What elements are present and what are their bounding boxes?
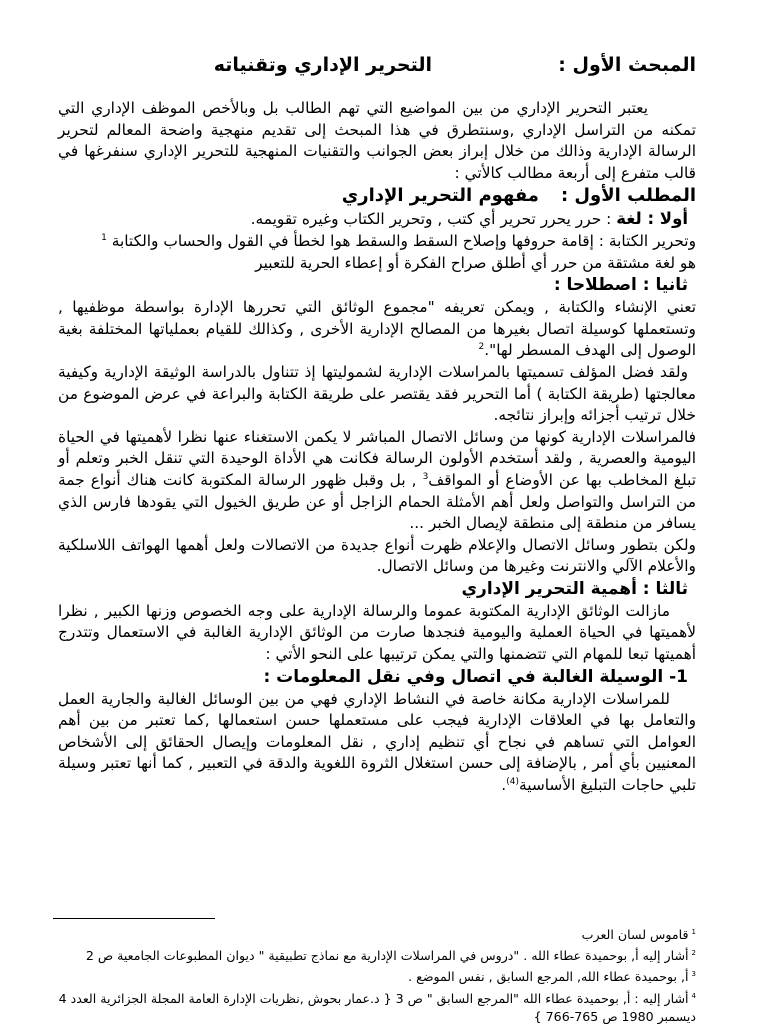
lugha-heading: أولا : لغة [616, 209, 688, 229]
lugha-paragraph [58, 208, 696, 231]
subsection-paragraph-1: للمراسلات الإدارية مكانة خاصة في النشاط الإداري فهي من بين الوسائل الغالبة والجارية العمل والتعامل بها في العلاقات الإدارية فيجب على مستعملها حسن استعمالها ,كما تعتبر من بين أهم العوامل التي تساهم في نجاح أي تنظيم إداري , نقل المعلومات وإيصال الحقائق إلى الأشخاص المعنيين بأي أمر , بالإضافة إلى حسن استغلال الثروة اللغوية والدقة في التعبير , كما أنها تعتبر وسيلة تلبي حاجات التبليغ الأساسية$^{(4)}$. [58, 689, 696, 795]
istilahan-heading: ثانيا : اصطلاحا : [553, 275, 688, 296]
istilahan-p2: ولقد فضل المؤلف تسميتها بالمراسلات الإدارية لشموليتها إذ تتناول بالدراسة الوثيقة الإدارية وكيفية معالجتها (طريقة الكتابة ) أما التحرير فقد يقتصر على طريقة الكتابة والبراعة في عرض الموضوع من خلال ترتيب أجزائه وإبراز نتائجه. [58, 362, 696, 425]
lugha-line3: هو لغة مشتقة من حرر أي أطلق صراح الفكرة أو إعطاء الحرية للتعبير [255, 253, 696, 272]
lugha-line2: وتحرير الكتابة : إقامة حروفها وإصلاح السقط والسقط هوا لخطأ في القول والحساب والكتابة $^1$ [101, 231, 696, 250]
istilahan-p1: تعني الإنشاء والكتابة , ويمكن تعريفه "مجموع الوثائق التي تحررها الإدارة بواسطة موظفيها , وتستعملها كوسيلة اتصال بغيرها من المصالح الإدارية الأخرى , وكذالك للقيام بعملياتها المختلفة بغية الوصول إلى الهدف المسطر لها".$^2$ [58, 298, 696, 360]
chapter-label: المبحث الأول : [558, 54, 696, 76]
intro-paragraph: يعتبر التحرير الإداري من بين المواضيع التي تهم الطالب بل وبالأخص الموظف الإداري التي تمكنه من التراسل الإداري ,وسنتطرق في هذا المبحث إلى تقديم منهجية واضحة المعالم لتحرير الرسالة الإدارية وذالك من خلال إبراز بعض الجوانب والتقنيات المنهجية للتحرير الإداري سنفرغها في قالب متفرع إلى أربعة مطالب كالأتي : [58, 99, 696, 182]
footnote-4: $^4$أشار إليه : أ, بوحميدة عطاء الله "المرجع السابق " ص 3 { د.عمار بحوش ,نظريات الإدارة العامة المجلة الجزائرية العدد 4 ديسمبر 1980 ص 765-766 } [58, 990, 696, 1024]
section-heading-concept [58, 184, 696, 208]
section-title: مفهوم التحرير الإداري [341, 185, 539, 207]
section-label: المطلب الأول : [560, 185, 696, 207]
istilahan-p3: فالمراسلات الإدارية كونها من وسائل الاتصال المباشر لا يكمن الاستغناء عنها نظرا لأهميتها في الحياة اليومية والعصرية , ولقد أستخدم الأولون الرسالة فكانت هي الأداة الوحيدة التي تنقل الخبر وتعلم أو تبلغ المخاطب بها عن الأوضاع أو المواقف$^3$ , بل وقبل ظهور الرسالة المكتوبة كانت هناك أنواع جمة من التراسل والتواصل ولعل أهم الأمثلة الحمام الزاجل أو عن طريق الخيول التي يقودها فارس الذي يسافر من منطقة إلى منطقة لإيصال الخبر ... [58, 427, 696, 533]
importance-paragraph: مازالت الوثائق الإدارية المكتوبة عموما والرسالة الإدارية على وجه الخصوص وزنها الكبير , نظرا لأهميتها في الحياة العملية واليومية فنجدها صارت من الوثائق الإدارية الغالبة في الاستعمال وتتدرج أهميتها تبعا للمهام التي تتضمنها والتي يمكن ترتيبها على النحو الأتي : [58, 601, 696, 664]
footnotes [58, 923, 696, 1024]
footnote-1: $^1$قاموس لسان العرب [581, 927, 696, 943]
document-body [58, 98, 696, 797]
footnote-separator [53, 918, 215, 919]
lugha-text: : حرر يحرر تحرير أي كتب , وتحرير الكتاب وغيره تقويمه. [250, 210, 612, 229]
footnote-ref-1: 1 [101, 232, 107, 243]
footnote-3: $^3$أ, بوحميدة عطاء الله, المرجع السابق , نفس الموضع . [408, 969, 696, 985]
footnote-ref-3: 3 [422, 471, 429, 482]
istilahan-p4: ولكن بتطور وسائل الاتصال والإعلام ظهرت أنواع جديدة من الاتصالات ولعل أهمها الهواتف اللاسلكية والأعلام الآلي والانترنت وغيرها من وسائل الاتصال. [58, 535, 696, 576]
chapter-title [60, 54, 696, 84]
footnote-ref-4: (4) [506, 776, 519, 787]
footnote-ref-2: 2 [478, 342, 485, 353]
importance-heading: ثالثا : أهمية التحرير الإداري [461, 578, 688, 599]
footnote-2: $^2$أشار إليه أ, بوحميدة عطاء الله . "دروس في المراسلات الإدارية مع نماذج تطبيقية " ديوان المطبوعات الجامعية ص 2 [85, 948, 696, 964]
subsection-heading-1: 1- الوسيلة الغالبة في اتصال وفي نقل المعلومات : [263, 666, 688, 687]
chapter-heading: التحرير الإداري وتقنياته [213, 54, 432, 76]
